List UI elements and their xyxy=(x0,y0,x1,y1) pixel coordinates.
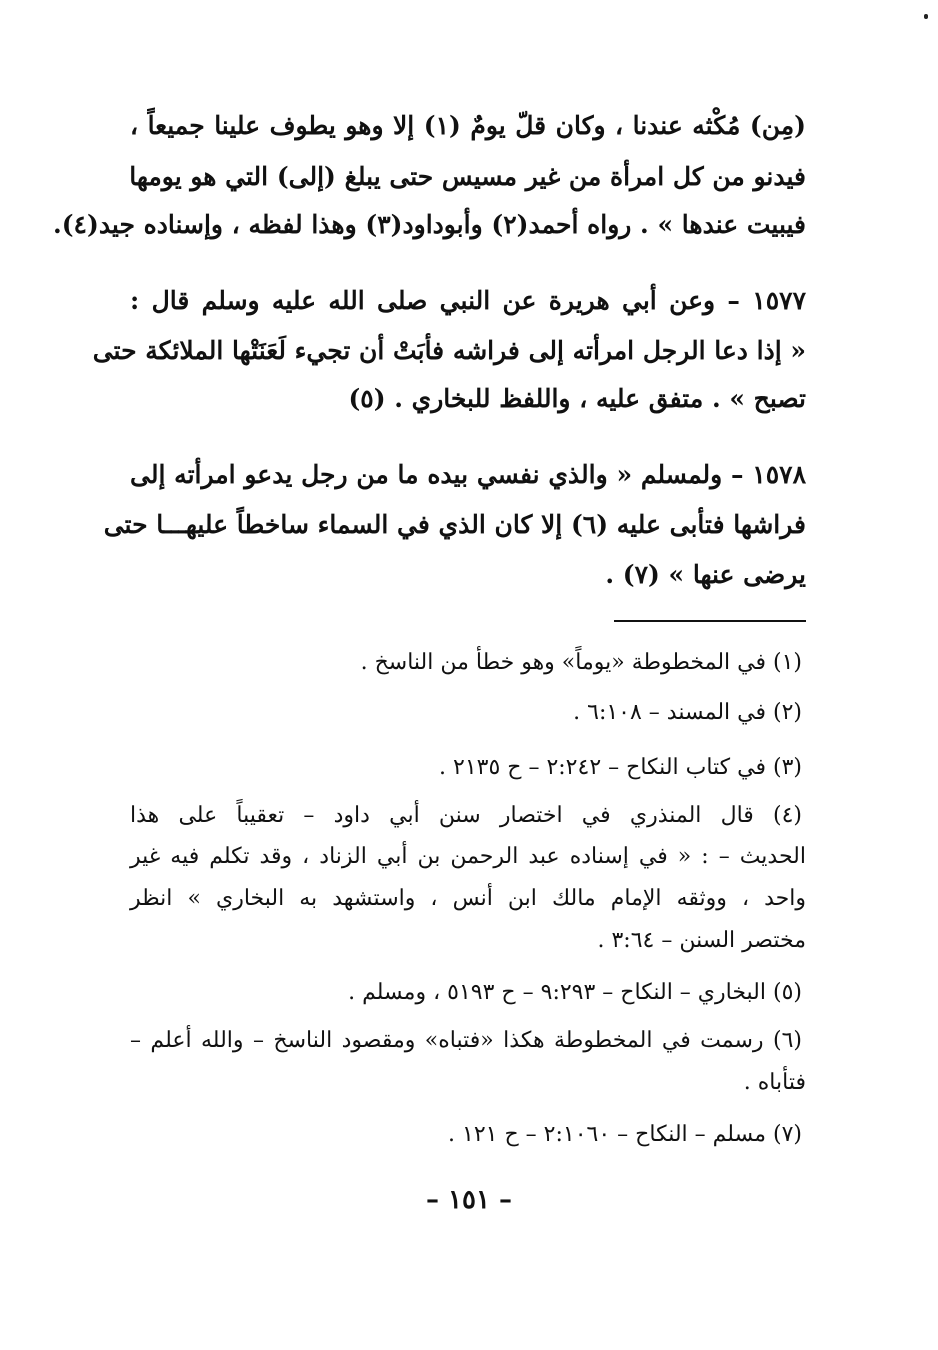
hadith-1578-line: ١٥٧٨ – ولمسلم « والذي نفسي بيده ما من رجل يدعو امرأته إلى xyxy=(130,460,806,489)
main-text-line: (مِن) مُكْثه عندنا ، وكان قلّ يومٌ (١) إلا وهو يطوف علينا جميعاً ، xyxy=(130,111,806,140)
hadith-1577-line: تصبح » . متفق عليه ، واللفظ للبخاري . (٥) xyxy=(348,384,806,413)
hadith-1578-line: يرضى عنها » (٧) . xyxy=(605,560,806,589)
footnote-6-line: فتأباه . xyxy=(743,1070,806,1095)
footnote-2: (٢) في المسند – ٦:١٠٨ . xyxy=(573,700,802,725)
footnote-3: (٣) في كتاب النكاح – ٢:٢٤٢ – ح ٢١٣٥ . xyxy=(439,755,802,780)
footnote-1: (١) في المخطوطة «يوماً» وهو خطأ من الناسخ . xyxy=(360,650,802,675)
hadith-1578-line: فراشها فتأبى عليه (٦) إلا كان الذي في السماء ساخطاً عليهـــا حتى xyxy=(103,510,806,539)
scan-speck xyxy=(924,14,928,19)
footnote-separator xyxy=(614,620,806,622)
footnote-5: (٥) البخاري – النكاح – ٩:٢٩٣ – ح ٥١٩٣ ، ومسلم . xyxy=(348,980,802,1005)
footnote-4-line: واحد ، ووثقه الإمام مالك ابن أنس ، واستشهد به البخاري » انظر xyxy=(130,886,806,911)
footnote-4-line: الحديث – : « في إسناده عبد الرحمن بن أبي الزناد ، وقد تكلم فيه غير xyxy=(130,844,806,869)
footnote-4-line: مختصر السنن – ٣:٦٤ . xyxy=(597,928,806,953)
hadith-1577-line: « إذا دعا الرجل امرأته إلى فراشه فأبَتْ أن تجيء لَعَنَتْها الملائكة حتى xyxy=(92,336,806,365)
footnote-4-line: (٤) قال المنذري في اختصار سنن أبي داود – تعقيباً على هذا xyxy=(130,803,802,828)
page-number: – ١٥١ – xyxy=(425,1185,513,1215)
main-text-line: فيبيت عندها » . رواه أحمد(٢) وأبوداود(٣) وهذا لفظه ، وإسناده جيد(٤). xyxy=(53,210,806,239)
footnote-7: (٧) مسلم – النكاح – ٢:١٠٦٠ – ح ١٢١ . xyxy=(448,1122,802,1147)
hadith-1577-line: ١٥٧٧ – وعن أبي هريرة عن النبي صلى الله عليه وسلم قال : xyxy=(130,286,806,315)
main-text-line: فيدنو من كل امرأة من غير مسيس حتى يبلغ (إلى) التي هو يومها xyxy=(129,162,806,191)
footnote-6-line: (٦) رسمت في المخطوطة هكذا «فتباه» ومقصود الناسخ – والله أعلم – xyxy=(130,1028,802,1053)
